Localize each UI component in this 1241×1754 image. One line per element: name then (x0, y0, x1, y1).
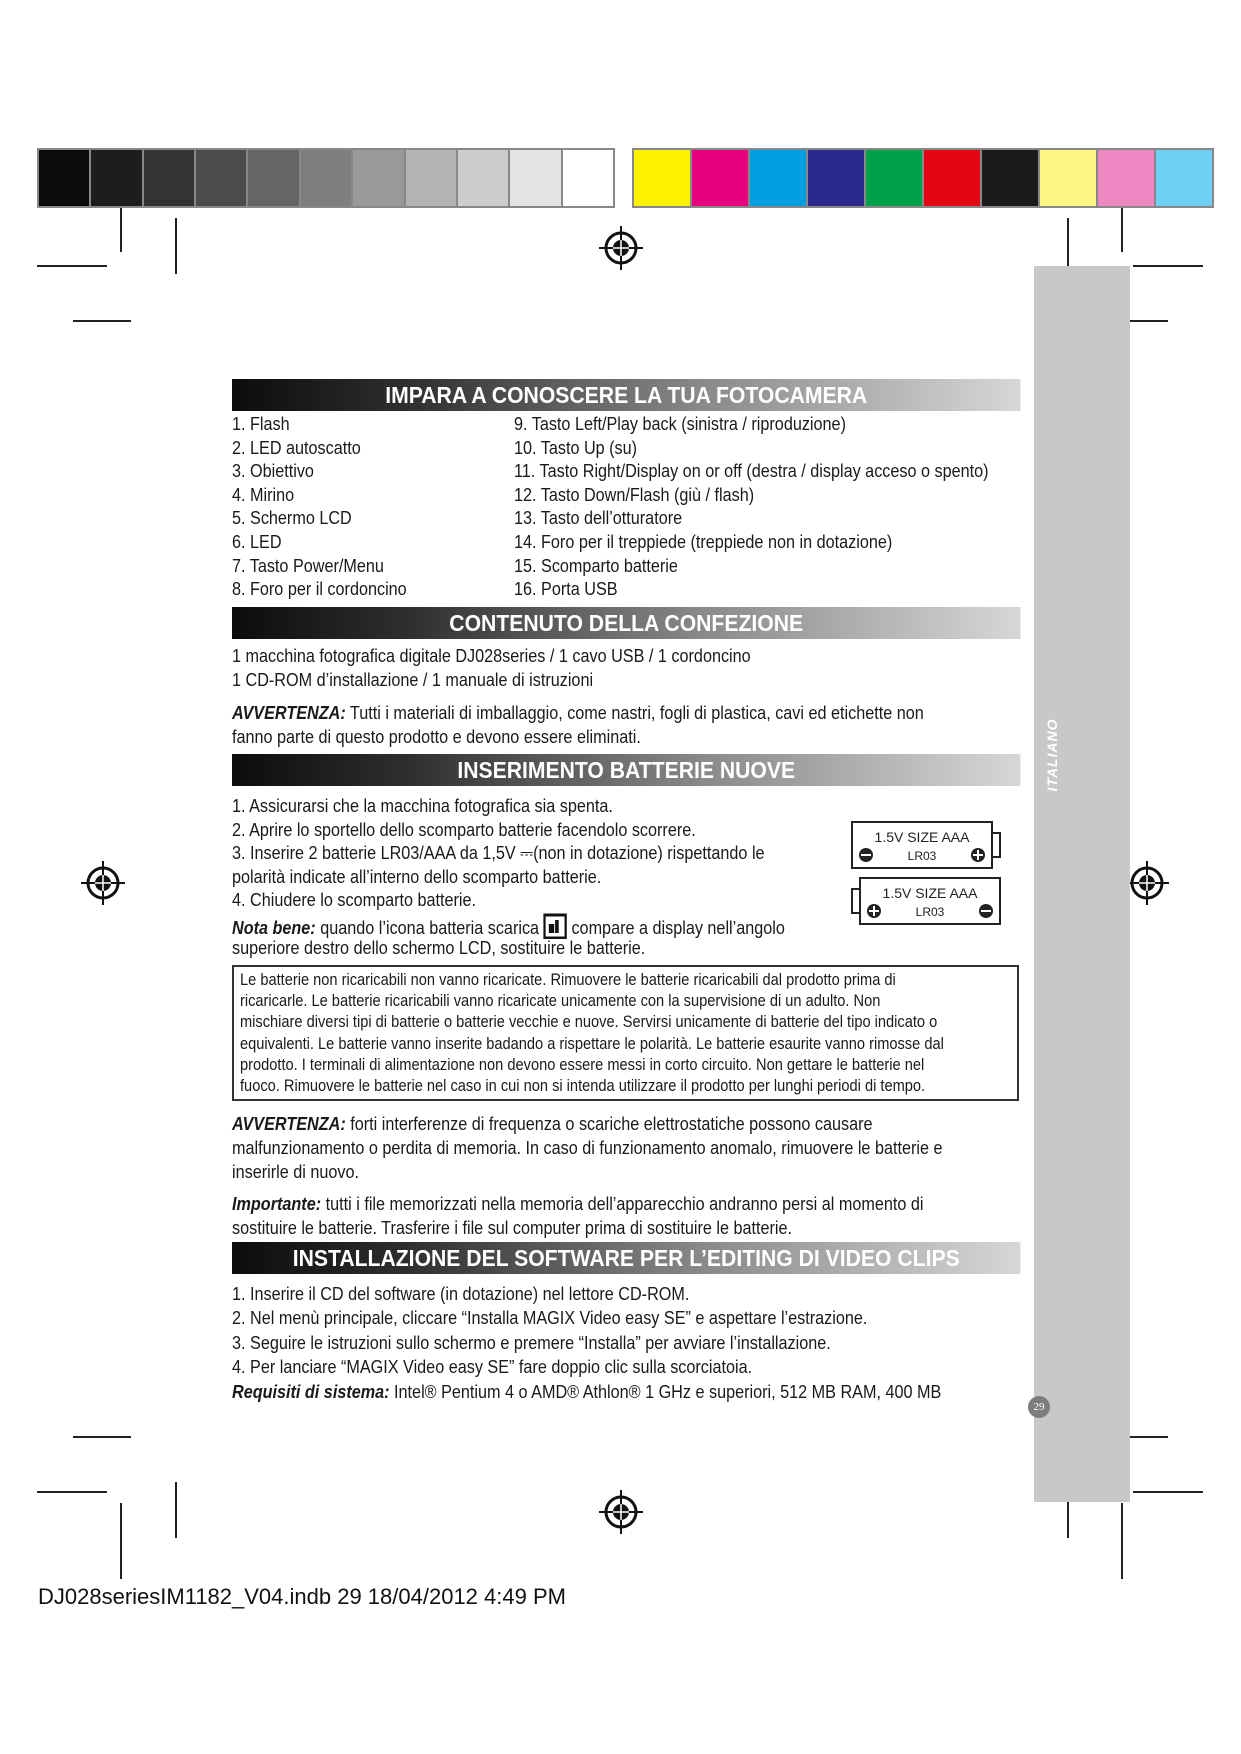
list-item: equivalenti. Le batterie vanno inserite badando a rispettare le polarità. Le batterie esaurite vanno rimosse dal (240, 1033, 944, 1053)
list-item: polarità indicate all’interno dello scomparto batterie. (232, 866, 602, 887)
crop-mark (120, 208, 122, 252)
list-item: 1. Inserire il CD del software (in dotazione) nel lettore CD-ROM. (232, 1284, 690, 1304)
list-item: 16. Porta USB (514, 579, 618, 600)
color-swatch (458, 150, 508, 206)
section-heading-contents: CONTENUTO DELLA CONFEZIONE (232, 607, 1020, 639)
color-swatch (144, 150, 194, 206)
list-item: 6. LED (232, 532, 282, 552)
list-item: 5. Schermo LCD (232, 508, 352, 529)
color-swatch (301, 150, 351, 206)
interference-warning (232, 1113, 873, 1137)
crop-mark (175, 1482, 177, 1538)
process-color-bar (632, 148, 1214, 208)
crop-mark (120, 1503, 122, 1579)
packaging-warning (232, 702, 924, 726)
contents-line: 1 macchina fotografica digitale DJ028series / 1 cavo USB / 1 cordoncino (232, 646, 751, 666)
list-item: prodotto. I terminali di alimentazione non devono essere messi in corto circuito. Non gettare le batterie nel (240, 1054, 925, 1074)
list-item: 4. Per lanciare “MAGIX Video easy SE” fare doppio clic sulla scorciatoia. (232, 1357, 753, 1378)
page-number: 29 (1028, 1396, 1050, 1418)
color-swatch (510, 150, 560, 206)
list-item: 10. Tasto Up (su) (514, 437, 638, 458)
registration-target-icon (80, 860, 126, 906)
list-item: ricaricarle. Le batterie ricaricabili vanno ricaricate unicamente con la supervisione di un adulto. Non (240, 991, 881, 1011)
gray-color-bar (37, 148, 615, 208)
language-side-tab (1034, 266, 1130, 1502)
crop-mark (1133, 265, 1203, 267)
important-note (232, 1193, 923, 1217)
list-item: 8. Foro per il cordoncino (232, 579, 407, 600)
list-item: 4. Chiudere lo scomparto batterie. (232, 890, 477, 911)
battery-model-label: LR03 (907, 849, 937, 863)
color-swatch (750, 150, 806, 206)
crop-mark (37, 265, 107, 267)
color-swatch (924, 150, 980, 206)
list-item: 2. Nel menù principale, cliccare “Installa MAGIX Video easy SE” e aspettare l’estrazione. (232, 1308, 868, 1329)
list-item: 2. LED autoscatto (232, 437, 361, 458)
color-swatch (808, 150, 864, 206)
crop-mark (1121, 208, 1123, 252)
language-label: ITALIANO (1044, 718, 1060, 792)
battery-polarity-illustration (850, 820, 1002, 928)
battery-size-label: 1.5V SIZE AAA (882, 885, 978, 901)
color-swatch (248, 150, 298, 206)
list-item: 1. Assicurarsi che la macchina fotografica sia spenta. (232, 796, 613, 816)
list-item: 3. Obiettivo (232, 461, 314, 482)
note-text: quando l’icona batteria scarica (315, 918, 544, 938)
crop-mark (175, 218, 177, 274)
warning-label: AVVERTENZA: (232, 1114, 346, 1134)
color-swatch (692, 150, 748, 206)
interference-warning: inserirle di nuovo. (232, 1162, 359, 1182)
important-note: sostituire le batterie. Trasferire i file sul computer prima di sostituire le batterie. (232, 1218, 793, 1238)
system-requirements (232, 1381, 941, 1405)
note-text: compare a display nell’angolo (566, 918, 785, 938)
list-item: 13. Tasto dell’otturatore (514, 508, 683, 529)
important-text: tutti i file memorizzati nella memoria dell’apparecchio andranno persi al momento di (321, 1194, 924, 1214)
color-swatch (563, 150, 613, 206)
battery-note: superiore destro dello schermo LCD, sostituire le batterie. (232, 938, 646, 958)
list-item: 3. Seguire le istruzioni sullo schermo e premere “Installa” per avviare l’installazione. (232, 1332, 831, 1353)
note-label: Nota bene: (232, 918, 316, 938)
warning-text: forti interferenze di frequenza o scariche elettrostatiche possono causare (345, 1114, 873, 1134)
section-heading-batteries: INSERIMENTO BATTERIE NUOVE (232, 754, 1020, 786)
crop-mark (1121, 1503, 1123, 1579)
low-battery-icon (544, 913, 567, 939)
list-item: fuoco. Rimuovere le batterie nel caso in cui non si intenda utilizzare il prodotto per lunghi periodi di tempo. (240, 1076, 926, 1095)
crop-mark (37, 1491, 107, 1493)
list-item: 14. Foro per il treppiede (treppiede non in dotazione) (514, 532, 893, 552)
color-swatch (1156, 150, 1212, 206)
registration-target-icon (598, 1489, 644, 1535)
warning-label: AVVERTENZA: (232, 703, 346, 723)
section-heading-software: INSTALLAZIONE DEL SOFTWARE PER L’EDITING DI VIDEO CLIPS (232, 1242, 1020, 1274)
contents-line: 1 CD-ROM d’installazione / 1 manuale di istruzioni (232, 670, 594, 690)
color-swatch (39, 150, 89, 206)
crop-mark (73, 1436, 131, 1438)
crop-mark (1133, 1491, 1203, 1493)
registration-target-icon (1124, 860, 1170, 906)
section-heading-camera: IMPARA A CONOSCERE LA TUA FOTOCAMERA (232, 379, 1020, 411)
requirements-text: Intel® Pentium 4 o AMD® Athlon® 1 GHz e superiori, 512 MB RAM, 400 MB (389, 1382, 942, 1402)
requirements-label: Requisiti di sistema: (232, 1382, 390, 1402)
color-swatch (91, 150, 141, 206)
list-item: 11. Tasto Right/Display on or off (destra / display acceso o spento) (514, 461, 989, 482)
important-label: Importante: (232, 1194, 322, 1214)
warning-text: Tutti i materiali di imballaggio, come nastri, fogli di plastica, cavi ed etichette non (345, 703, 924, 723)
list-item: 7. Tasto Power/Menu (232, 555, 384, 576)
list-item: 4. Mirino (232, 484, 295, 505)
color-swatch (866, 150, 922, 206)
color-swatch (1098, 150, 1154, 206)
list-item: mischiare diversi tipi di batterie o batterie vecchie e nuove. Servirsi unicamente di batterie del tipo indicato o (240, 1012, 938, 1032)
battery-model-label: LR03 (915, 905, 945, 919)
list-item: 3. Inserire 2 batterie LR03/AAA da 1,5V ⎓(non in dotazione) rispettando le (232, 843, 765, 864)
list-item: 1. Flash (232, 414, 290, 434)
battery-size-label: 1.5V SIZE AAA (874, 829, 970, 845)
color-swatch (196, 150, 246, 206)
print-slug-footer: DJ028seriesIM1182_V04.indb 29 18/04/2012 4:49 PM (38, 1584, 566, 1609)
crop-mark (73, 320, 131, 322)
interference-warning: malfunzionamento o perdita di memoria. In caso di funzionamento anomalo, rimuovere le batterie e (232, 1138, 943, 1158)
packaging-warning: fanno parte di questo prodotto e devono essere eliminati. (232, 727, 641, 747)
list-item: 2. Aprire lo sportello dello scomparto batterie facendolo scorrere. (232, 819, 696, 840)
list-item: 9. Tasto Left/Play back (sinistra / riproduzione) (514, 414, 846, 434)
color-swatch (1040, 150, 1096, 206)
color-swatch (634, 150, 690, 206)
list-item: 12. Tasto Down/Flash (giù / flash) (514, 484, 755, 505)
color-swatch (982, 150, 1038, 206)
registration-target-icon (598, 225, 644, 271)
color-swatch (353, 150, 403, 206)
color-swatch (406, 150, 456, 206)
list-item: 15. Scomparto batterie (514, 555, 678, 576)
list-item: Le batterie non ricaricabili non vanno ricaricate. Rimuovere le batterie ricaricabili dal prodotto prima di (240, 970, 896, 989)
